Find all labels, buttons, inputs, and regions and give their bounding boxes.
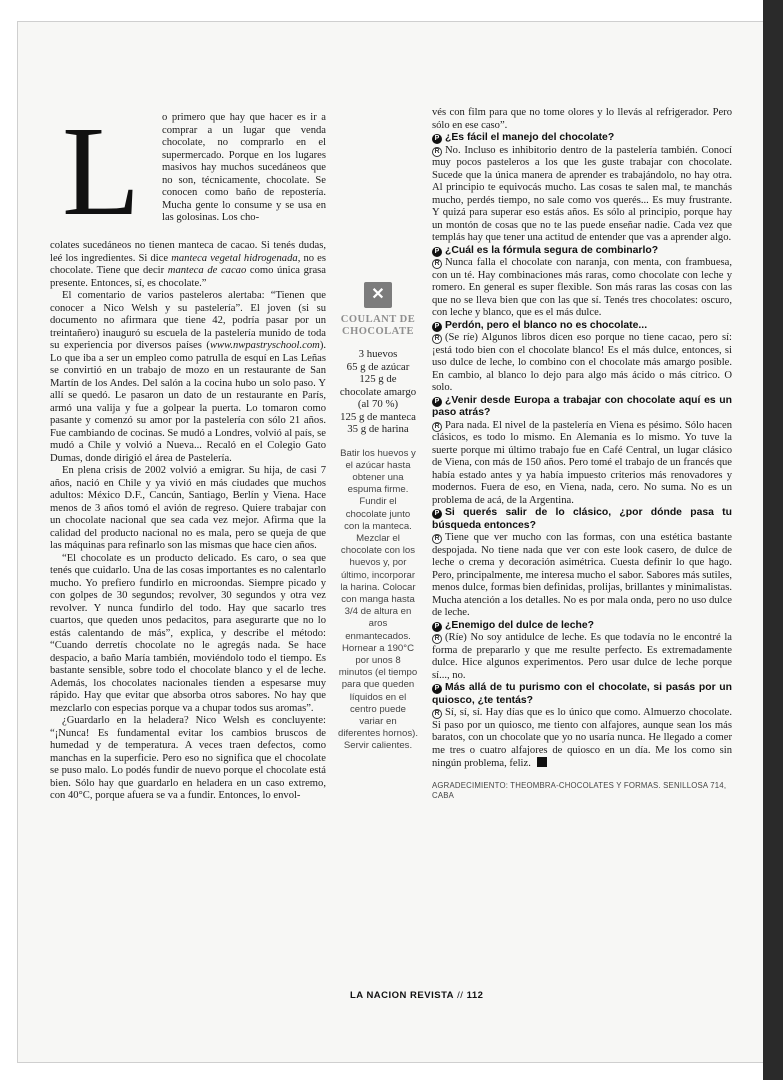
- end-of-article-mark: [537, 757, 547, 767]
- question-badge: P: [432, 322, 442, 332]
- paragraph: En plena crisis de 2002 volvió a emigrar. Su hija, de casi 7 años, nació en Chile y ya vivió en más ciudades que muchos adultos: México D.F., Cancún, Santiago, Berlín y Viena. Hace menos de 3 años tomó el avión de regreso. Quiere trabajar con un chocolate nacional que sea cada vez mejor. Afirma que la calidad del producto nacional no es mala, pero se queja de que las máquinas para refinarlo son las mismas que hace cien años.: [50, 465, 326, 551]
- qa-item: [432, 320, 732, 395]
- qa-item: [432, 245, 732, 320]
- article-column-1: [50, 100, 326, 803]
- question-text: ¿Es fácil el manejo del chocolate?: [445, 132, 615, 143]
- question-badge: P: [432, 247, 442, 257]
- recipe-sidebar: [338, 282, 418, 753]
- question-text: Si querés salir de lo clásico, ¿por dónde pasa tu búsqueda entonces?: [432, 507, 732, 531]
- ingredient: 35 g de harina: [347, 423, 409, 435]
- question-text: ¿Cuál es la fórmula segura de combinarlo?: [445, 244, 659, 256]
- question-badge: P: [432, 134, 442, 144]
- answer-badge: R: [432, 534, 442, 544]
- answer-badge: R: [432, 334, 442, 344]
- answer-text: Nunca falla el chocolate con naranja, con menta, con frambuesa, con un té. Hay combinaciones más raras, como chocolate con leche y romero. En general es super flexible. Son más raras las cosas con las que no se lleva bien que con las que sí. Tenés tres chocolates: oscuro, con leche y blanco, que es el más dulce.: [432, 257, 732, 318]
- fork-knife-icon: ✕: [364, 282, 392, 308]
- dropcap-block: [50, 100, 326, 242]
- acknowledgment: AGRADECIMIENTO: THEOMBRA-CHOCOLATES Y FORMAS. SENILLOSA 714, CABA: [432, 780, 727, 800]
- question-text: Más allá de tu purismo con el chocolate, si pasás por un quiosco, ¿te tentás?: [432, 682, 732, 706]
- answer-badge: R: [432, 147, 442, 157]
- page-number: 112: [466, 990, 484, 1001]
- answer-text: No. Incluso es inhibitorio dentro de la pastelería también. Conocí muy pocos pasteleros a los que les guste trabajar con chocolate. Sucede que la única manera de aprender es trabajándolo, no hay otra. Al principio te equivocás mucho. Las cosas te salen mal, te manchás mucho, perdés tiempo, no sale como vos querés... Es muy frustrante. Y quizá para superar eso estás años. Es sólo al principio, porque hay un montón de cosas que no te las puede enseñar nadie. Cada vez que templás hay que tener una actitud de entender que vas a aprender algo.: [432, 144, 732, 243]
- paragraph: colates sucedáneos no tienen manteca de cacao. Si tenés dudas, leé los ingredientes. Si dice manteca vegetal hidrogenada, no es chocolate. Tiene que decir manteca de cacao como única grasa presente. Entonces, sí, es chocolate.”: [50, 240, 326, 289]
- page-folio: [350, 990, 483, 1001]
- paragraph: ¿Guardarlo en la heladera? Nico Welsh es concluyente: “¡Nunca! Es fundamental evitar los cambios bruscos de humedad y de temperatura. A veces traen defectos, como manchas en la superficie. Pero eso no significa que el chocolate se puso malo. Lo podés fundir de nuevo porque el chocolate está bien. Sólo hay que guardarlo en heladera en un caso extremo, con 40°C, porque afuera se va a fundir. Entonces, lo envol-: [50, 715, 326, 801]
- question-text: ¿Enemigo del dulce de leche?: [445, 619, 594, 631]
- article-column-3: [432, 107, 732, 801]
- paragraph: “El chocolate es un producto delicado. Es caro, o sea que tenés que cuidarlo. Una de las cosas importantes es no calentarlo mucho. Yo prefiero fundirlo en microondas. Siempre picado y con golpes de 30 segundos; revolver, 30 segundos y otra vez revolver. Y nunca fundirlo del todo. Hay que sacarlo tres cuartos, que queden unos pedacitos, para asegurarte que no lo estás calentando de más”, explica, y describe el método: “Cuando derretís chocolate no le agregás nada. Se hace despacio, a baño María también, moviéndolo todo el tiempo. Es bastante sensible, sobre todo el chocolate blanco y el de leche. Además, los chocolates nacionales tienden a espesarse muy rápido. Hay que evitar que absorba otros sabores. No hay que mezclarlo con especias porque va a chupar todos sus aromas”.: [50, 552, 326, 714]
- recipe-steps: Batir los huevos y el azúcar hasta obtener una espuma firme. Fundir el chocolate junto con la manteca. Mezclar el chocolate con los huevos y, por último, incorporar la harina. Colocar con manga hasta 3/4 de altura en aros enmantecados. Hornear a 190°C por unos 8 minutos (el tiempo para que queden líquidos en el centro puede variar en diferentes hornos). Servir calientes.: [338, 447, 418, 752]
- ingredient: 125 g de manteca: [340, 410, 416, 423]
- recipe-title: COULANT DE CHOCOLATE: [340, 314, 416, 337]
- intro-paragraph: o primero que hay que hacer es ir a comprar a un lugar que venda chocolate, no comprarlo en el supermercado. Porque en los lugares masivos hay muchos sucedáneos que no son, técnicamente, chocolate. Se conocen como baño de repostería. Mucha gente lo consume y se usa en las golosinas. Los cho-: [162, 112, 326, 223]
- answer-badge: R: [432, 634, 442, 644]
- answer-text: Para nada. El nivel de la pastelería en Viena es pésimo. Sólo hacen clásicos, es todo lo mismo. En Alemania es lo mismo. Yo tuve la suerte porque mi último trabajo fue en Café Central, un lugar clásico de Viena, con más de 150 años. Pero tomé el trabajo de un francés que había estado antes y ya había impuesto criterios más renovadores y modernos. Fuera de eso, en Viena, nada, cero. No suma. No es un problema de acá, de la Argentina.: [432, 419, 732, 506]
- ingredient: 65 g de azúcar: [346, 360, 410, 373]
- question-badge: P: [432, 509, 442, 519]
- qa-item: [432, 395, 732, 508]
- qa-item: [432, 507, 732, 620]
- answer-text: (Ríe) No soy antidulce de leche. Es que todavía no le encontré la forma de prepararlo y que me resulte perfecto. Es extremadamente dulce. Hice algunos experimentos. Pero usar dulce de leche porque sí..., no.: [432, 632, 732, 681]
- ingredient: 125 g de chocolate amargo: [339, 373, 417, 398]
- publication-name: LA NACION REVISTA: [350, 990, 455, 1001]
- answer-text: Tiene que ver mucho con las formas, con una estética bastante despojada. No tiene nada que ver con este look casero, de dulce de leche o crema y decoración asimétrica. Cuesta definir lo que hago. Pero, principalmente, me interesa mucho el sabor. Sabores más sutiles, menos dulce, formas bien definidas, prolijas, brillantes y minimalistas. Mucha atención a los detalles. No es por mala onda, pero no uso dulce de leche.: [432, 532, 732, 618]
- question-badge: P: [432, 622, 442, 632]
- answer-text: (Se ríe) Algunos libros dicen eso porque no tiene cacao, pero sí: ¡está todo bien con el chocolate blanco! Es el más dulce, entonces, si uso dulce de leche, lo combino con el chocolate más amargo posible. En cambio, al blanco lo dejo para algo más ácido o más cítrico. O solo.: [432, 332, 732, 393]
- answer-badge: R: [432, 422, 442, 432]
- answer-badge: R: [432, 259, 442, 269]
- ingredient: 3 huevos: [358, 348, 398, 360]
- qa-item: [432, 682, 732, 771]
- answer-badge: R: [432, 709, 442, 719]
- qa-item: [432, 132, 732, 245]
- dropcap-letter: L: [62, 100, 141, 242]
- ingredient-list: [338, 348, 418, 436]
- answer-text: Sí, sí, sí. Hay días que es lo único que como. Almuerzo chocolate. Si paso por un quiosco, me tiento con alfajores, aunque sean los más baratos, con un chocolate que yo no usaría nunca. He llegado a comer me tres o cuatro alfajores de quiosco en un día. Me los como sin ningún problema, feliz.: [432, 707, 732, 769]
- paragraph: El comentario de varios pasteleros alertaba: “Tienen que conocer a Nico Welsh y su pastelería”. El joven (si su documento no afirmara que tiene 42, podría pasar por un treintañero) inauguró su escuela de la pastelería munido de toda su experiencia por diversos países (www.nwpastryschool.com). Lo que iba a ser un empleo como patrulla de esquí en Las Leñas se convirtió en un trabajo de mozo en un restaurante de San Martín de los Andes. Del salón a la cocina hubo un solo paso. Y allí se quedó. Le pasaron un dato de un restaurante en París, armó una valija y fue a golpear la puerta. Lo tomaron como pasante y comenzó su amor por la pastelería con sólo 21 años. Fue cambiando de cocinas. Se mudó a Londres, volvió al país, se mudó a Chile y volvió a Nueva... Recaló en el Colegio Gato Dumas, donde dirigió el área de Pastelería.: [50, 290, 326, 464]
- question-text: Perdón, pero el blanco no es chocolate...: [445, 319, 648, 331]
- question-badge: P: [432, 397, 442, 407]
- qa-item: [432, 620, 732, 683]
- scan-dark-edge: [763, 0, 783, 1080]
- folio-separator: //: [457, 990, 464, 1001]
- question-text: ¿Venir desde Europa a trabajar con chocolate aquí es un paso atrás?: [432, 394, 732, 418]
- paragraph: vés con film para que no tome olores y lo llevás al refrigerador. Pero sólo en ese caso”.: [432, 107, 732, 131]
- ingredient: (al 70 %): [357, 398, 399, 410]
- question-badge: P: [432, 684, 442, 694]
- website-text: www.nwpastryschool.com: [209, 340, 320, 351]
